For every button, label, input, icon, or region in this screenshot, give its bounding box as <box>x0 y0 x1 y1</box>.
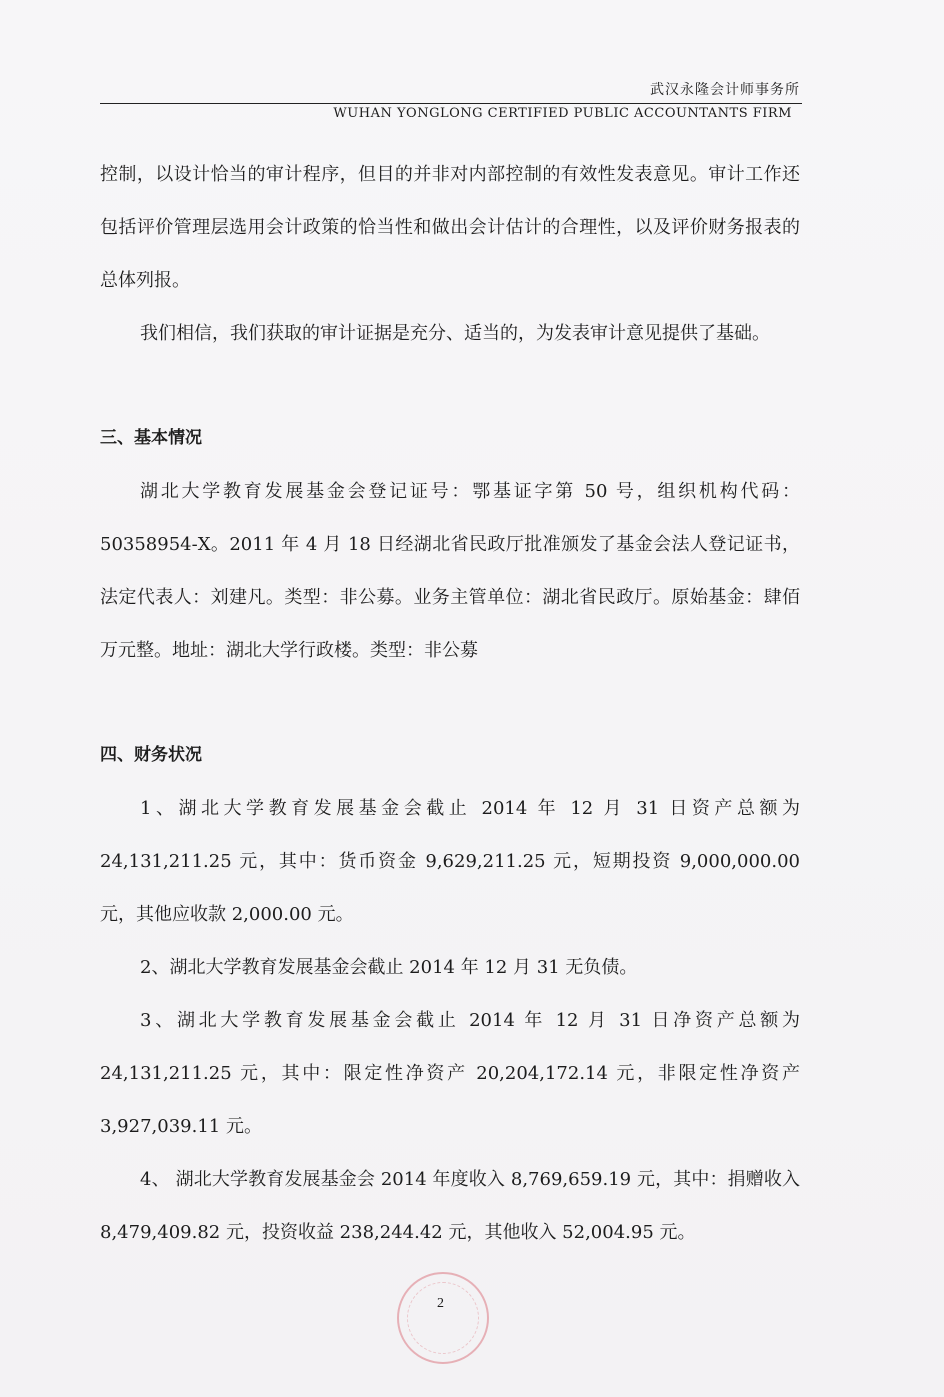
financial-item-income: 4、 湖北大学教育发展基金会 2014 年度收入 8,769,659.19 元，其中：捐赠收入 8,479,409.82 元，投资收益 238,244.42 元，其他收入 52,004.95 元。 <box>100 1169 800 1243</box>
seal-stamp <box>397 1272 489 1364</box>
document-body <box>100 148 800 1259</box>
financial-item-liabilities: 2、湖北大学教育发展基金会截止 2014 年 12 月 31 无负债。 <box>140 957 638 978</box>
firm-name-chinese: 武汉永隆会计师事务所 <box>650 82 800 98</box>
page-number: 2 <box>437 1296 444 1311</box>
financial-item-net-assets: 3、湖北大学教育发展基金会截止 2014 年 12 月 31 日净资产总额为 24,131,211.25 元，其中：限定性净资产 20,204,172.14 元，非限定性净资产 3,927,039.11 元。 <box>100 1010 800 1137</box>
letterhead <box>100 80 802 121</box>
financial-item-assets: 1、湖北大学教育发展基金会截止 2014 年 12 月 31 日资产总额为 24,131,211.25 元，其中：货币资金 9,629,211.25 元，短期投资 9,000,000.00 元，其他应收款 2,000.00 元。 <box>100 798 800 925</box>
paragraph-basic-info: 湖北大学教育发展基金会登记证号：鄂基证字第 50 号，组织机构代码：50358954-X。2011 年 4 月 18 日经湖北省民政厅批准颁发了基金会法人登记证书，法定代表人：刘建凡。类型：非公募。业务主管单位：湖北省民政厅。原始基金：肆佰万元整。地址：湖北大学行政楼。类型：非公募 <box>100 481 800 661</box>
firm-name-english: WUHAN YONGLONG CERTIFIED PUBLIC ACCOUNTANTS FIRM <box>333 106 792 121</box>
header-divider <box>100 103 802 104</box>
section-spacer <box>100 677 800 729</box>
paragraph-audit-basis: 我们相信，我们获取的审计证据是充分、适当的，为发表审计意见提供了基础。 <box>140 323 770 344</box>
section-spacer <box>100 360 800 412</box>
section-heading-basic-info: 三、基本情况 <box>100 428 202 448</box>
section-heading-financial-status: 四、财务状况 <box>100 745 202 765</box>
paragraph-audit-scope: 控制，以设计恰当的审计程序，但目的并非对内部控制的有效性发表意见。审计工作还包括评价管理层选用会计政策的恰当性和做出会计估计的合理性，以及评价财务报表的总体列报。 <box>100 164 800 291</box>
seal-stamp-inner-ring <box>407 1282 479 1354</box>
